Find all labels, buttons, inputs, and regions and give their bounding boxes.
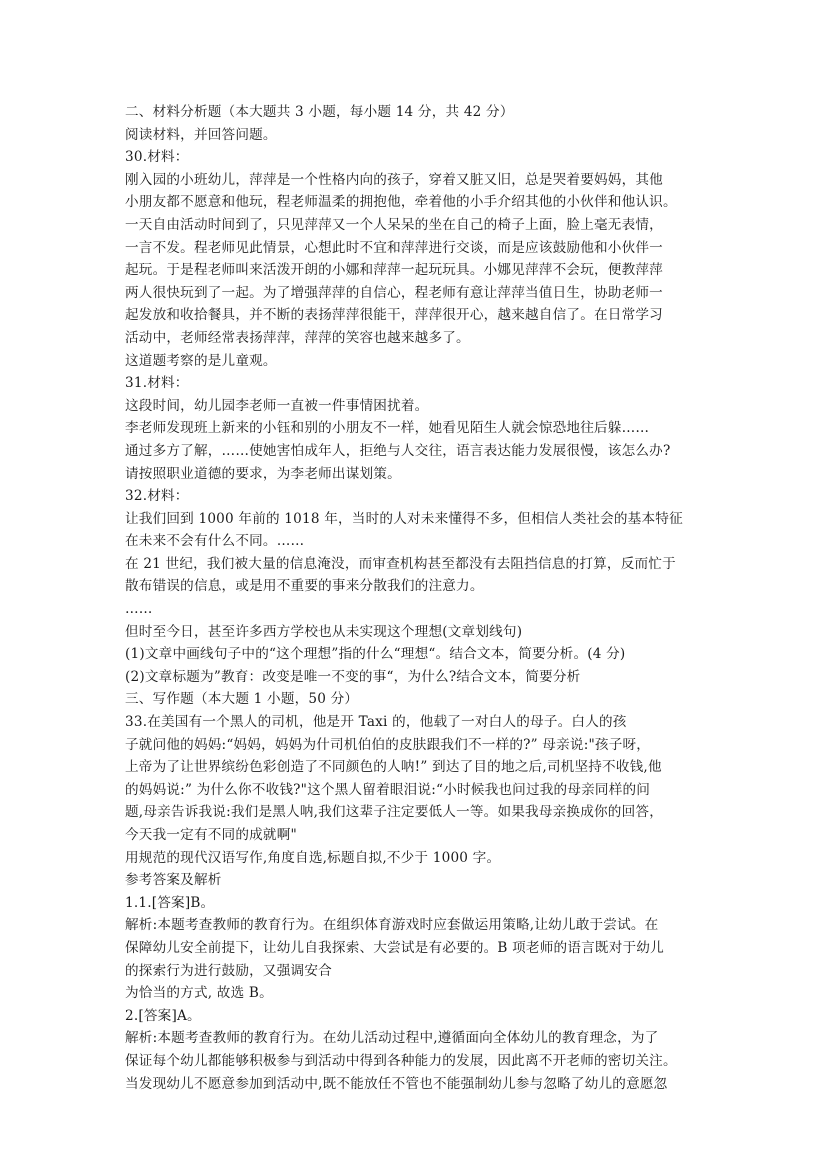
text-line: 上帝为了让世界缤纷色彩创造了不同颜色的人呐!” 到达了目的地之后,司机坚持不收钱,他 <box>125 759 662 776</box>
question-label: 32.材料： <box>125 488 189 505</box>
document-page <box>125 101 715 1095</box>
text-line: 在 21 世纪，我们被大量的信息淹没，而审查机构甚至都没有去阻挡信息的打算，反而忙于 <box>125 555 676 572</box>
text-line: 解析:本题考查教师的教育行为。在幼儿活动过程中,遵循面向全体幼儿的教育理念，为了 <box>125 1030 659 1047</box>
text-line: 起发放和收拾餐具，并不断的表扬萍萍很能干，萍萍很开心，越来越自信了。在日常学习 <box>125 307 663 324</box>
text-line: 李老师发现班上新来的小钰和别的小朋友不一样，她看见陌生人就会惊恐地往后躲…… <box>125 420 650 437</box>
text-line: 题,母亲告诉我说:我们是黑人呐,我们这辈子注定要低人一等。如果我母亲换成你的回答， <box>125 804 663 821</box>
text-line: 通过多方了解，……使她害怕成年人，拒绝与人交往，语言表达能力发展很慢，该怎么办? <box>125 442 671 459</box>
answers-heading: 参考答案及解析 <box>125 872 222 889</box>
sub-question: (2)文章标题为”教育：改变是唯一不变的事“，为什么?结合文本，简要分析 <box>125 668 581 685</box>
text-line: 的探索行为进行鼓励，又强调安合 <box>125 962 332 979</box>
text-line: 保障幼儿安全前提下，让幼儿自我探索、大尝试是有必要的。B 项老师的语言既对于幼儿 <box>125 939 664 956</box>
text-line: 今天我一定有不同的成就啊" <box>125 827 297 843</box>
text-line: 为恰当的方式, 故选 B。 <box>125 985 273 1002</box>
text-line: 33.在美国有一个黑人的司机，他是开 Taxi 的，他载了一对白人的母子。白人的孩 <box>125 714 627 731</box>
text-line: …… <box>125 601 153 618</box>
text-line: 散布错误的信息，或是用不重要的事来分散我们的注意力。 <box>125 578 484 595</box>
sub-question: (1)文章中画线句子中的“这个理想”指的什么“理想“。结合文本，简要分析。(4 分) <box>125 646 626 663</box>
text-line: 起玩。于是程老师叫来活泼开朗的小娜和萍萍一起玩玩具。小娜见萍萍不会玩，便教萍萍 <box>125 262 663 279</box>
text-line: 但时至今日，甚至许多西方学校也从未实现这个理想(文章划线句) <box>125 623 523 640</box>
question-label: 31.材料： <box>125 375 189 392</box>
text-line: 刚入园的小班幼儿，萍萍是一个性格内向的孩子，穿着又脏又旧，总是哭着要妈妈，其他 <box>125 171 663 188</box>
text-line: 让我们回到 1000 年前的 1018 年，当时的人对未来懂得不多，但相信人类社会的基本特征 <box>125 510 683 527</box>
text-line: 用规范的现代汉语写作,角度自选,标题自拟,不少于 1000 字。 <box>125 849 501 866</box>
text-line: 在未来不会有什么不同。…… <box>125 533 305 550</box>
text-line: 这道题考察的是儿童观。 <box>125 352 277 369</box>
text-line: 这段时间，幼儿园李老师一直被一件事情困扰着。 <box>125 397 429 414</box>
answer-label: 1.1.[答案]B。 <box>125 894 215 911</box>
question-label: 30.材料： <box>125 149 189 166</box>
text-line: 子就问他的妈妈:“妈妈，妈妈为什司机伯伯的皮肤跟我们不一样的?” 母亲说:"孩子呀， <box>125 736 651 753</box>
text-line: 活动中，老师经常表扬萍萍，萍萍的笑容也越来越多了。 <box>125 329 470 346</box>
text-line: 保证每个幼儿都能够积极参与到活动中得到各种能力的发展，因此离不开老师的密切关注。 <box>125 1052 677 1069</box>
text-line: 小朋友都不愿意和他玩，程老师温柔的拥抱他，牵着他的小手介绍其他的小伙伴和他认识。 <box>125 194 677 211</box>
text-line: 请按照职业道德的要求，为李老师出谋划策。 <box>125 465 401 482</box>
text-line: 两人很快玩到了一起。为了增强萍萍的自信心，程老师有意让萍萍当值日生，协助老师一 <box>125 284 663 301</box>
text-line: 当发现幼儿不愿意参加到活动中,既不能放任不管也不能强制幼儿参与忽略了幼儿的意愿忽 <box>125 1075 668 1092</box>
instruction-line: 阅读材料，并回答问题。 <box>125 126 277 143</box>
section-heading: 三、写作题（本大题 1 小题，50 分） <box>125 691 359 708</box>
text-line: 的妈妈说:” 为什么你不收钱?"这个黑人留着眼泪说:“小时候我也问过我的母亲同样的问 <box>125 781 651 798</box>
text-line: 一言不发。程老师见此情景，心想此时不宜和萍萍进行交谈，而是应该鼓励他和小伙伴一 <box>125 239 663 256</box>
section-heading: 二、材料分析题（本大题共 3 小题，每小题 14 分，共 42 分） <box>125 104 514 120</box>
text-line: 解析:本题考查教师的教育行为。在组织体育游戏时应套做运用策略,让幼儿敢于尝试。在 <box>125 917 659 934</box>
answer-label: 2.[答案]A。 <box>125 1007 201 1024</box>
text-line: 一天自由活动时间到了，只见萍萍又一个人呆呆的坐在自己的椅子上面，脸上毫无表情， <box>125 216 663 233</box>
